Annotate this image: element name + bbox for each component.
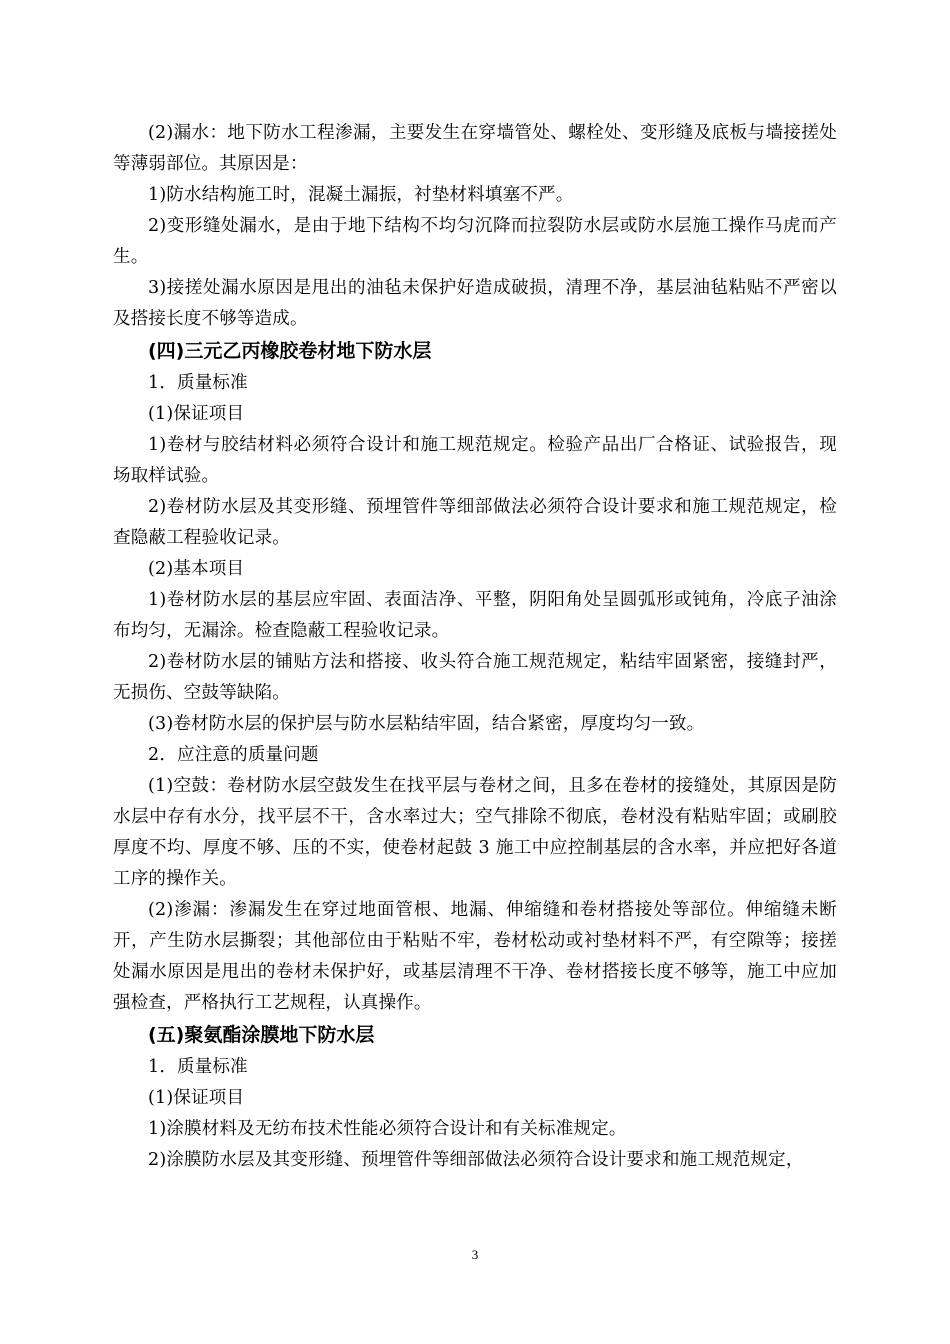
section-heading: (五)聚氨酯涂膜地下防水层: [148, 1024, 375, 1046]
paragraph: 1．质量标准: [148, 1057, 248, 1077]
paragraph: (2)漏水：地下防水工程渗漏，主要发生在穿墙管处、螺栓处、变形缝及底板与墙接搓处等薄弱部位。其原因是：: [113, 123, 837, 174]
document-body: [113, 118, 837, 1176]
paragraph: 1)防水结构施工时，混凝土漏振，衬垫材料填塞不严。: [148, 185, 574, 205]
section-heading: (四)三元乙丙橡胶卷材地下防水层: [148, 340, 432, 362]
paragraph: (2)基本项目: [148, 559, 245, 579]
paragraph: 1)涂膜材料及无纺布技术性能必须符合设计和有关标准规定。: [148, 1119, 627, 1139]
paragraph: 2)涂膜防水层及其变形缝、预埋管件等细部做法必须符合设计要求和施工规范规定，: [148, 1150, 804, 1170]
paragraph: 2)变形缝处漏水，是由于地下结构不均匀沉降而拉裂防水层或防水层施工操作马虎而产生。: [113, 216, 837, 267]
paragraph: 1)卷材与胶结材料必须符合设计和施工规范规定。检验产品出厂合格证、试验报告，现场取样试验。: [113, 435, 837, 486]
paragraph: 2．应注意的质量问题: [148, 745, 319, 765]
paragraph: 2)卷材防水层及其变形缝、预埋管件等细部做法必须符合设计要求和施工规范规定，检查隐蔽工程验收记录。: [113, 497, 837, 548]
paragraph: 3)接搓处漏水原因是甩出的油毡未保护好造成破损，清理不净，基层油毡粘贴不严密以及搭接长度不够等造成。: [113, 278, 837, 329]
paragraph: (2)渗漏：渗漏发生在穿过地面管根、地漏、伸缩缝和卷材搭接处等部位。伸缩缝未断开，产生防水层撕裂；其他部位由于粘贴不牢，卷材松动或衬垫材料不严，有空隙等；接搓处漏水原因是甩出的卷材未保护好，或基层清理不干净、卷材搭接长度不够等，施工中应加强检查，严格执行工艺规程，认真操作。: [113, 900, 837, 1013]
paragraph: 1)卷材防水层的基层应牢固、表面洁净、平整，阴阳角处呈圆弧形或钝角，冷底子油涂布均匀，无漏涂。检查隐蔽工程验收记录。: [113, 590, 837, 641]
paragraph: (1)保证项目: [148, 404, 245, 424]
paragraph: 2)卷材防水层的铺贴方法和搭接、收头符合施工规范规定，粘结牢固紧密，接缝封严，无损伤、空鼓等缺陷。: [113, 652, 837, 703]
paragraph: (1)保证项目: [148, 1088, 245, 1108]
page-number: 3: [471, 1247, 479, 1262]
paragraph: 1．质量标准: [148, 373, 248, 393]
paragraph: (1)空鼓：卷材防水层空鼓发生在找平层与卷材之间，且多在卷材的接缝处，其原因是防水层中存有水分，找平层不干，含水率过大；空气排除不彻底，卷材没有粘贴牢固；或刷胶厚度不均、厚度不够、压的不实，使卷材起鼓 3 施工中应控制基层的含水率，并应把好各道工序的操作关。: [113, 776, 837, 889]
paragraph: (3)卷材防水层的保护层与防水层粘结牢固，结合紧密，厚度均匀一致。: [148, 714, 705, 734]
